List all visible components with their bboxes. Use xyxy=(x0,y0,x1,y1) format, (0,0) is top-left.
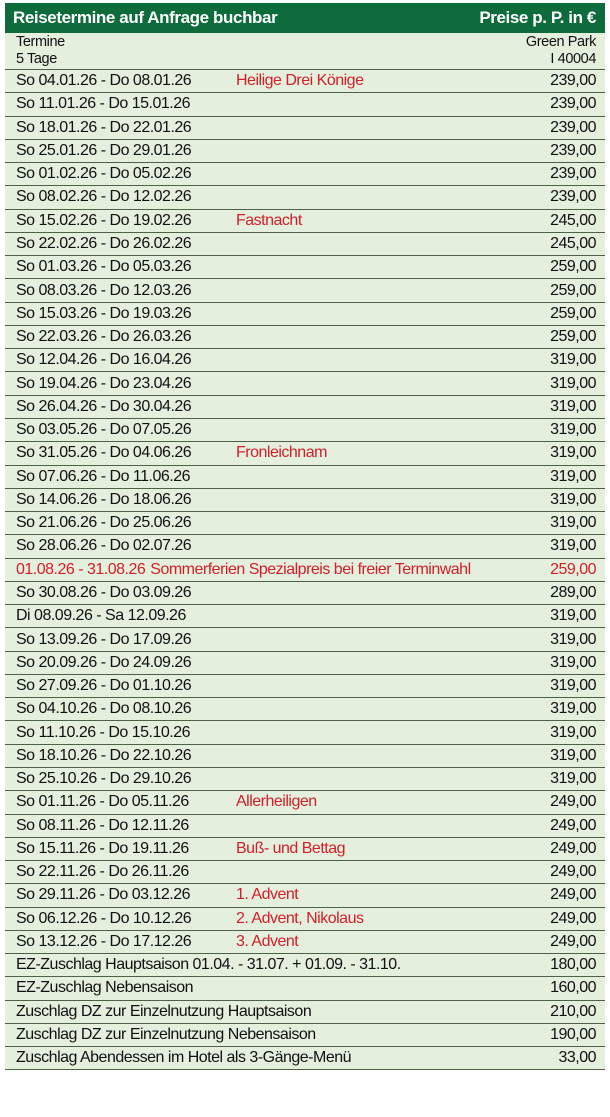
table-row xyxy=(5,512,605,535)
table-row xyxy=(5,163,605,186)
row-holiday-note: Fronleichnam xyxy=(236,444,327,462)
table-row xyxy=(5,931,605,954)
table-row xyxy=(5,233,605,256)
table-row xyxy=(5,466,605,489)
travel-dates-table xyxy=(5,3,605,1070)
row-dates: So 14.06.26 - Do 18.06.26 xyxy=(16,490,192,508)
row-dates: So 12.04.26 - Do 16.04.26 xyxy=(16,351,192,369)
row-price: 239,00 xyxy=(550,72,596,90)
surcharge-label: EZ-Zuschlag Nebensaison xyxy=(16,979,194,997)
row-price: 249,00 xyxy=(550,886,596,904)
row-price: 249,00 xyxy=(550,839,596,857)
table-header xyxy=(5,3,605,33)
row-holiday-note: Allerheiligen xyxy=(236,793,317,811)
row-price: 289,00 xyxy=(550,583,596,601)
table-row xyxy=(5,698,605,721)
row-dates: So 08.02.26 - Do 12.02.26 xyxy=(16,188,192,206)
surcharge-label: Zuschlag DZ zur Einzelnutzung Nebensaison xyxy=(16,1026,316,1044)
surcharge-label: Zuschlag DZ zur Einzelnutzung Hauptsaison xyxy=(16,1002,312,1020)
row-price: 319,00 xyxy=(550,677,596,695)
row-price: 259,00 xyxy=(550,258,596,276)
row-price: 249,00 xyxy=(550,816,596,834)
row-price: 319,00 xyxy=(550,746,596,764)
table-row xyxy=(5,721,605,744)
row-price: 249,00 xyxy=(550,793,596,811)
table-row xyxy=(5,442,605,465)
subheader-right xyxy=(526,33,596,69)
row-dates: So 15.11.26 - Do 19.11.26 xyxy=(16,839,189,857)
row-price: 259,00 xyxy=(550,304,596,322)
row-dates: So 15.02.26 - Do 19.02.26 xyxy=(16,211,192,229)
surcharge-price: 190,00 xyxy=(550,1026,596,1044)
row-holiday-note: Sommerferien Spezialpreis bei freier Terminwahl xyxy=(150,560,471,578)
table-row xyxy=(5,838,605,861)
row-price: 319,00 xyxy=(550,607,596,625)
row-dates: So 25.10.26 - Do 29.10.26 xyxy=(16,770,192,788)
row-dates: So 25.01.26 - Do 29.01.26 xyxy=(16,141,192,159)
table-row xyxy=(5,117,605,140)
row-price: 319,00 xyxy=(550,444,596,462)
row-dates: So 11.10.26 - Do 15.10.26 xyxy=(16,723,191,741)
row-price: 239,00 xyxy=(550,188,596,206)
special-offer-row xyxy=(5,559,605,582)
row-price: 319,00 xyxy=(550,514,596,532)
row-price: 249,00 xyxy=(550,863,596,881)
table-row xyxy=(5,489,605,512)
table-row xyxy=(5,768,605,791)
row-holiday-note: 3. Advent xyxy=(236,932,299,950)
row-price: 239,00 xyxy=(550,141,596,159)
row-dates: So 06.12.26 - Do 10.12.26 xyxy=(16,909,192,927)
table-row xyxy=(5,93,605,116)
row-holiday-note: 1. Advent xyxy=(236,886,299,904)
table-row xyxy=(5,908,605,931)
row-holiday-note: Heilige Drei Könige xyxy=(236,72,364,90)
surcharge-row xyxy=(5,1001,605,1024)
row-dates: So 15.03.26 - Do 19.03.26 xyxy=(16,304,192,322)
row-dates: So 03.05.26 - Do 07.05.26 xyxy=(16,421,192,439)
row-dates: So 13.12.26 - Do 17.12.26 xyxy=(16,932,192,950)
row-dates: So 28.06.26 - Do 02.07.26 xyxy=(16,537,192,555)
row-dates: So 07.06.26 - Do 11.06.26 xyxy=(16,467,191,485)
row-dates: So 04.10.26 - Do 08.10.26 xyxy=(16,700,192,718)
table-row xyxy=(5,396,605,419)
row-price: 245,00 xyxy=(550,234,596,252)
row-holiday-note: Fastnacht xyxy=(236,211,302,229)
row-dates: So 13.09.26 - Do 17.09.26 xyxy=(16,630,192,648)
row-dates: So 22.03.26 - Do 26.03.26 xyxy=(16,328,192,346)
row-dates: So 22.11.26 - Do 26.11.26 xyxy=(16,863,189,881)
table-row xyxy=(5,675,605,698)
surcharge-price: 33,00 xyxy=(558,1049,596,1067)
table-row xyxy=(5,791,605,814)
row-price: 249,00 xyxy=(550,909,596,927)
dates-column-label: Termine xyxy=(16,34,65,50)
row-dates: So 01.02.26 - Do 05.02.26 xyxy=(16,165,192,183)
row-dates: So 18.01.26 - Do 22.01.26 xyxy=(16,118,192,136)
row-dates: So 01.11.26 - Do 05.11.26 xyxy=(16,793,189,811)
row-dates: So 26.04.26 - Do 30.04.26 xyxy=(16,397,192,415)
row-price: 319,00 xyxy=(550,723,596,741)
table-row xyxy=(5,652,605,675)
row-dates: So 19.04.26 - Do 23.04.26 xyxy=(16,374,192,392)
table-row xyxy=(5,745,605,768)
table-row xyxy=(5,256,605,279)
row-holiday-note: 2. Advent, Nikolaus xyxy=(236,909,364,927)
subheader-left xyxy=(16,33,65,69)
table-row xyxy=(5,419,605,442)
date-rows xyxy=(5,70,605,954)
column-subheader xyxy=(5,33,605,70)
row-dates: So 30.08.26 - Do 03.09.26 xyxy=(16,583,192,601)
row-dates: So 08.03.26 - Do 12.03.26 xyxy=(16,281,192,299)
row-price: 259,00 xyxy=(550,281,596,299)
price-header: Preise p. P. in € xyxy=(479,8,596,27)
table-row xyxy=(5,372,605,395)
row-price: 319,00 xyxy=(550,467,596,485)
row-price: 319,00 xyxy=(550,490,596,508)
table-row xyxy=(5,582,605,605)
row-price: 239,00 xyxy=(550,165,596,183)
row-dates: So 18.10.26 - Do 22.10.26 xyxy=(16,746,192,764)
surcharge-rows xyxy=(5,954,605,1070)
surcharge-label: EZ-Zuschlag Hauptsaison 01.04. - 31.07. + 01.09. - 31.10. xyxy=(16,956,401,974)
table-row xyxy=(5,815,605,838)
surcharge-row xyxy=(5,1047,605,1070)
table-row xyxy=(5,605,605,628)
row-price: 319,00 xyxy=(550,374,596,392)
table-row xyxy=(5,140,605,163)
row-price: 259,00 xyxy=(550,560,596,578)
table-row xyxy=(5,186,605,209)
row-price: 319,00 xyxy=(550,397,596,415)
row-price: 319,00 xyxy=(550,630,596,648)
row-price: 259,00 xyxy=(550,328,596,346)
surcharge-price: 210,00 xyxy=(550,1002,596,1020)
row-dates: So 04.01.26 - Do 08.01.26 xyxy=(16,72,192,90)
table-row xyxy=(5,349,605,372)
row-dates: Di 08.09.26 - Sa 12.09.26 xyxy=(16,607,186,625)
row-dates: So 01.03.26 - Do 05.03.26 xyxy=(16,258,192,276)
hotel-code: I 40004 xyxy=(550,51,596,67)
table-row xyxy=(5,884,605,907)
duration-label: 5 Tage xyxy=(16,51,57,67)
row-dates: So 29.11.26 - Do 03.12.26 xyxy=(16,886,191,904)
row-holiday-note: Buß- und Bettag xyxy=(236,839,346,857)
header-title: Reisetermine auf Anfrage buchbar xyxy=(13,8,278,27)
row-price: 319,00 xyxy=(550,770,596,788)
table-row xyxy=(5,210,605,233)
table-row xyxy=(5,279,605,302)
row-dates: 01.08.26 - 31.08.26 xyxy=(16,560,146,578)
row-dates: So 08.11.26 - Do 12.11.26 xyxy=(16,816,189,834)
row-price: 249,00 xyxy=(550,932,596,950)
surcharge-label: Zuschlag Abendessen im Hotel als 3-Gänge-Menü xyxy=(16,1049,352,1067)
row-price: 319,00 xyxy=(550,537,596,555)
row-dates: So 27.09.26 - Do 01.10.26 xyxy=(16,677,192,695)
row-dates: So 31.05.26 - Do 04.06.26 xyxy=(16,444,192,462)
row-dates: So 22.02.26 - Do 26.02.26 xyxy=(16,234,192,252)
table-row xyxy=(5,861,605,884)
row-price: 245,00 xyxy=(550,211,596,229)
row-dates: So 21.06.26 - Do 25.06.26 xyxy=(16,514,192,532)
table-row xyxy=(5,303,605,326)
surcharge-price: 160,00 xyxy=(550,979,596,997)
surcharge-row xyxy=(5,977,605,1000)
table-row xyxy=(5,326,605,349)
hotel-name: Green Park xyxy=(525,34,596,50)
surcharge-row xyxy=(5,954,605,977)
row-price: 239,00 xyxy=(550,118,596,136)
row-price: 319,00 xyxy=(550,700,596,718)
row-dates: So 11.01.26 - Do 15.01.26 xyxy=(16,95,191,113)
table-row xyxy=(5,628,605,651)
row-price: 319,00 xyxy=(550,653,596,671)
surcharge-row xyxy=(5,1024,605,1047)
row-price: 239,00 xyxy=(550,95,596,113)
table-row xyxy=(5,70,605,93)
row-price: 319,00 xyxy=(550,421,596,439)
row-price: 319,00 xyxy=(550,351,596,369)
row-dates: So 20.09.26 - Do 24.09.26 xyxy=(16,653,192,671)
surcharge-price: 180,00 xyxy=(550,956,596,974)
table-row xyxy=(5,535,605,558)
